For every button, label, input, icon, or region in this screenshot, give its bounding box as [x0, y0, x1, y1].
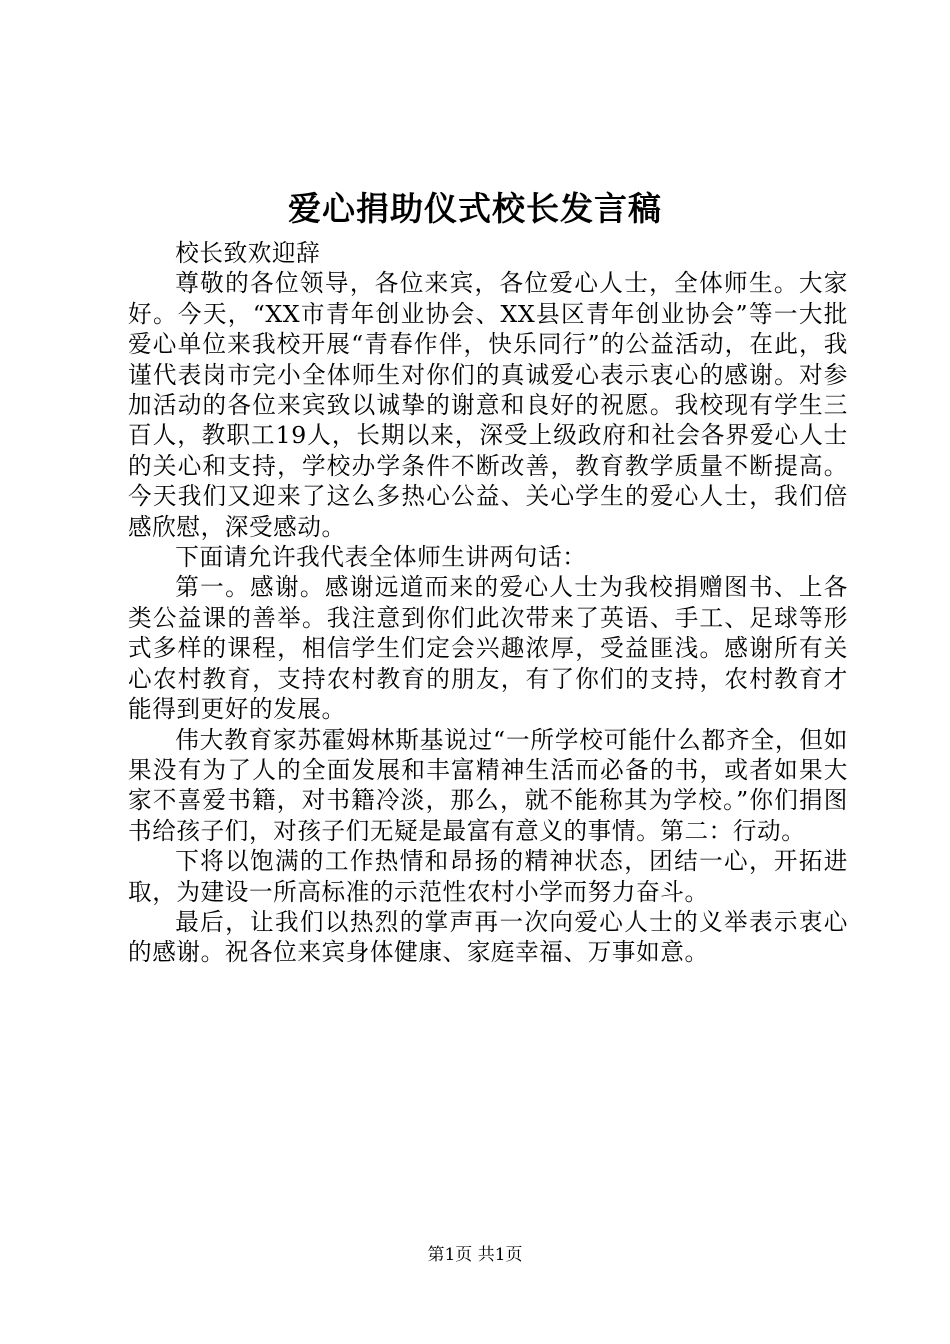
paragraph: 第一。感谢。感谢远道而来的爱心人士为我校捐赠图书、上各类公益课的善举。我注意到你们此次带来了英语、手工、足球等形式多样的课程，相信学生们定会兴趣浓厚，受益匪浅。感谢所有关心农村教育，支持农村教育的朋友，有了你们的支持，农村教育才能得到更好的发展。: [128, 573, 848, 724]
paragraph: 校长致欢迎辞: [175, 239, 321, 267]
paragraph: 最后，让我们以热烈的掌声再一次向爱心人士的义举表示衷心的感谢。祝各位来宾身体健康、家庭幸福、万事如意。: [128, 907, 848, 967]
document-body: [128, 238, 848, 968]
paragraph: 下面请允许我代表全体师生讲两句话：: [175, 543, 587, 572]
paragraph: 下将以饱满的工作热情和昂扬的精神状态，团结一心，开拓进取，为建设一所高标准的示范性农村小学而努力奋斗。: [128, 847, 848, 906]
paragraph: 尊敬的各位领导，各位来宾，各位爱心人士，全体师生。大家好。今天，“XX市青年创业协会、XX县区青年创业协会”等一大批爱心单位来我校开展“青春作伴，快乐同行”的公益活动，在此，我谨代表岗市完小全体师生对你们的真诚爱心表示衷心的感谢。对参加活动的各位来宾致以诚挚的谢意和良好的祝愿。我校现有学生三百人，教职工19人，长期以来，深受上级政府和社会各界爱心人士的关心和支持，学校办学条件不断改善，教育教学质量不断提高。今天我们又迎来了这么多热心公益、关心学生的爱心人士，我们倍感欣慰，深受感动。: [128, 269, 848, 541]
paragraph: 伟大教育家苏霍姆林斯基说过“一所学校可能什么都齐全，但如果没有为了人的全面发展和丰富精神生活而必备的书，或者如果大家不喜爱书籍，对书籍冷淡，那么，就不能称其为学校。”你们捐图书给孩子们，对孩子们无疑是最富有意义的事情。第二：行动。: [128, 725, 848, 845]
document-title: 爱心捐助仪式校长发言稿: [288, 189, 662, 228]
page-number-footer: 第1页 共1页: [427, 1245, 523, 1265]
